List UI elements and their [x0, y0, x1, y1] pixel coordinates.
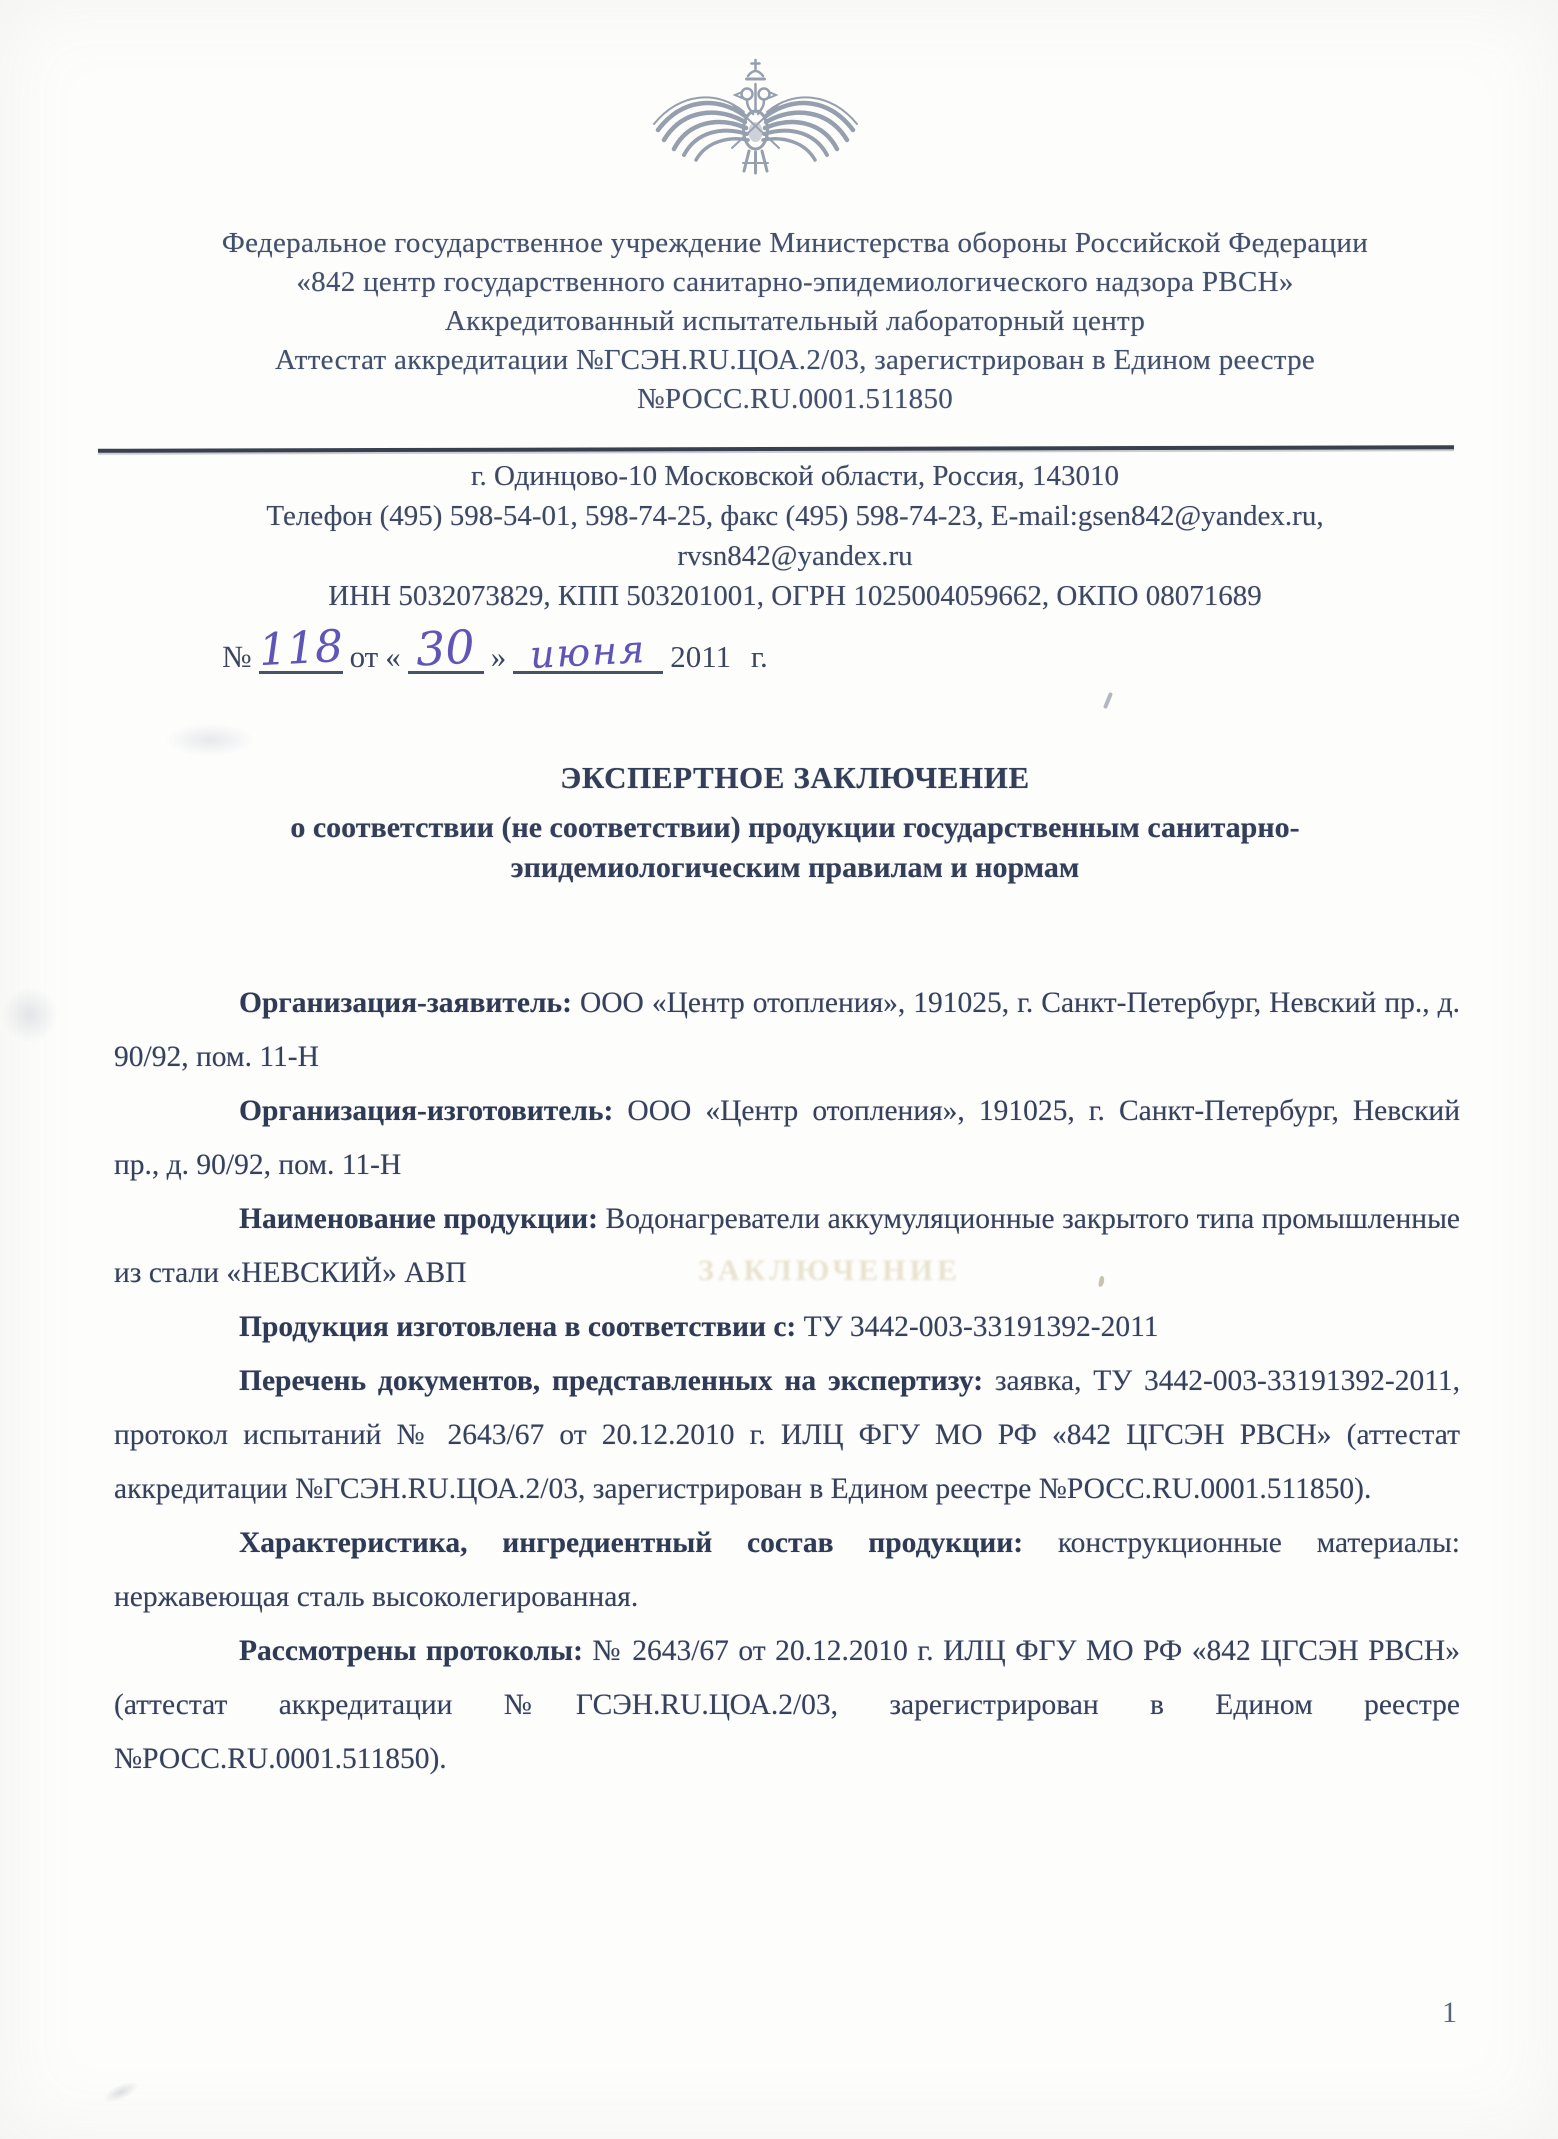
close-quote: » [490, 638, 507, 674]
field-label: Перечень документов, представленных на экспертизу: [239, 1365, 984, 1397]
doc-number-blank [257, 620, 344, 677]
month-blank [513, 626, 663, 678]
field-label: Характеристика, ингредиентный состав продукции: [239, 1527, 1024, 1559]
field-value: ООО «Центр отопления», 191025, г. Санкт-Петербург, Невский пр., д. 90/92, пом. 11-Н [114, 1095, 1461, 1181]
field-value: Водонагреватели аккумуляционные закрытого типа промышленные из стали «НЕВСКИЙ» АВП [114, 1203, 1460, 1289]
contact-line: rvsn842@yandex.ru [677, 540, 913, 572]
field-label: Продукция изготовлена в соответствии с: [239, 1311, 797, 1343]
field-label: Организация-изготовитель: [239, 1095, 614, 1127]
field-value: ТУ 3442-003-33191392-2011 [803, 1311, 1159, 1343]
field-label: Наименование продукции: [239, 1203, 598, 1235]
handwritten-day: 30 [415, 619, 477, 677]
paragraph-characteristics [114, 1516, 1460, 1624]
org-line: Федеральное государственное учреждение Министерства обороны Российской Федерации [221, 227, 1369, 259]
letterhead-contact-block [115, 456, 1475, 616]
org-line: «842 центр государственного санитарно-эпидемиологического надзора РВСН» [296, 266, 1294, 298]
year-label: 2011 г. [670, 638, 768, 674]
doc-number-line [222, 619, 768, 678]
org-line: Аттестат аккредитации №ГСЭН.RU.ЦОА.2/03, зарегистрирован в Едином реестре [274, 344, 1316, 376]
ot-label: от [349, 638, 379, 674]
field-label: Организация-заявитель: [239, 987, 572, 1019]
day-blank [408, 619, 484, 677]
subtitle-line: о соответствии (не соответствии) продукции государственным санитарно- [290, 811, 1300, 844]
field-value: ООО «Центр отопления», 191025, г. Санкт-Петербург, Невский пр., д. 90/92, пом. 11-Н [114, 987, 1460, 1073]
open-quote: « [385, 638, 401, 674]
handwritten-doc-number: 118 [257, 620, 344, 677]
contact-line: ИНН 5032073829, КПП 503201001, ОГРН 1025004059662, ОКПО 08071689 [328, 580, 1262, 612]
field-value: № 2643/67 от 20.12.2010 г. ИЛЦ ФГУ МО РФ «842 ЦГСЭН РВСН» (аттестат аккредитации №ГСЭН.RU.ЦОА.2/03, зарегистрирован в Едином реестре №РОСС.RU.0001.511850). [114, 1635, 1460, 1775]
bleed-through-ghost-text: ЗАКЛЮЧЕНИЕ [698, 1254, 961, 1287]
russia-mod-eagle-emblem-icon [648, 52, 863, 192]
handwritten-month: июня [529, 626, 648, 678]
paragraph-reviewed-protocols [114, 1624, 1460, 1786]
paragraph-manufacturer-org [114, 1084, 1460, 1192]
contact-line: г. Одинцово-10 Московской области, Россия, 143010 [470, 460, 1120, 492]
letterhead-org-block [115, 224, 1475, 419]
scan-smudge [0, 975, 70, 1055]
org-line: №РОСС.RU.0001.511850 [636, 383, 954, 415]
contact-line: Телефон (495) 598-54-01, 598-74-25, факс (495) 598-74-23, E-mail:gsen842@yandex.ru, [266, 500, 1324, 532]
paragraph-documents-list [114, 1354, 1460, 1516]
document-title: ЭКСПЕРТНОЕ ЗАКЛЮЧЕНИЕ [560, 760, 1030, 795]
field-label: Рассмотрены протоколы: [239, 1635, 583, 1667]
letterhead-divider-line [98, 445, 1454, 453]
ink-speck [1103, 692, 1113, 709]
page-number: 1 [1442, 1996, 1457, 2029]
number-sign: № [222, 638, 252, 674]
field-value: конструкционные материалы: нержавеющая сталь высоколегированная. [114, 1527, 1460, 1613]
paragraph-applicant-org [114, 976, 1460, 1084]
scan-smudge [94, 2072, 148, 2111]
org-line: Аккредитованный испытательный лабораторный центр [444, 305, 1146, 337]
document-body [114, 976, 1460, 1786]
document-subtitle [115, 808, 1475, 888]
field-value: заявка, ТУ 3442-003-33191392-2011, протокол испытаний № 2643/67 от 20.12.2010 г. ИЛЦ ФГУ МО РФ «842 ЦГСЭН РВСН» (аттестат аккредитации №ГСЭН.RU.ЦОА.2/03, зарегистрирован в Едином реестре №РОСС.RU.0001.511850). [114, 1365, 1460, 1505]
scan-smudge [150, 718, 270, 762]
subtitle-line: эпидемиологическим правилам и нормам [510, 851, 1080, 884]
paragraph-manufactured-per [114, 1300, 1460, 1354]
